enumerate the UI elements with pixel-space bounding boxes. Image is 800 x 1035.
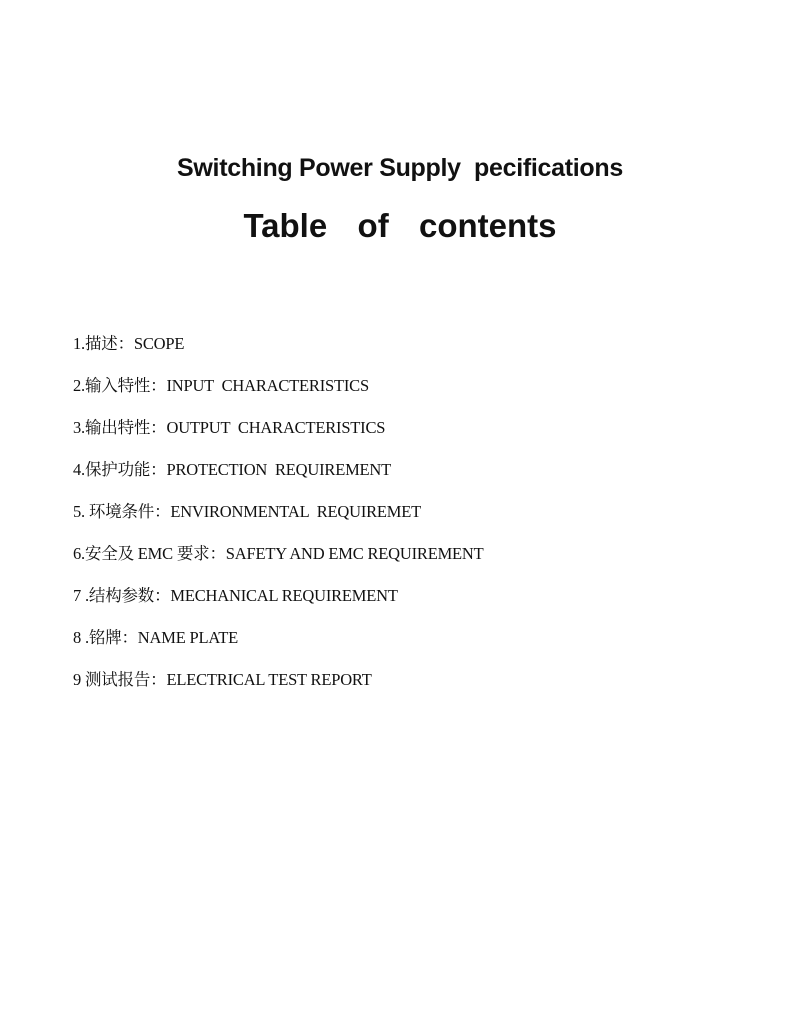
toc-item-electrical-test-report: 9 测试报告：ELECTRICAL TEST REPORT xyxy=(73,670,372,689)
toc-heading: Table of contents xyxy=(243,207,557,244)
document-title: Switching Power Supply pecifications xyxy=(177,154,623,182)
toc-item-environmental-requirement: 5. 环境条件：ENVIRONMENTAL REQUIREMET xyxy=(73,502,422,521)
toc-item-input-characteristics: 2.输入特性：INPUT CHARACTERISTICS xyxy=(73,376,369,395)
toc-item-mechanical-requirement: 7 .结构参数：MECHANICAL REQUIREMENT xyxy=(73,586,398,605)
toc-item-scope: 1.描述：SCOPE xyxy=(73,334,185,353)
toc-item-protection-requirement: 4.保护功能：PROTECTION REQUIREMENT xyxy=(73,460,392,479)
toc-item-name-plate: 8 .铭牌：NAME PLATE xyxy=(73,628,239,647)
toc-item-output-characteristics: 3.输出特性：OUTPUT CHARACTERISTICS xyxy=(73,418,386,437)
table-of-contents xyxy=(73,333,484,711)
toc-item-safety-emc-requirement: 6.安全及 EMC 要求：SAFETY AND EMC REQUIREMENT xyxy=(73,544,484,563)
